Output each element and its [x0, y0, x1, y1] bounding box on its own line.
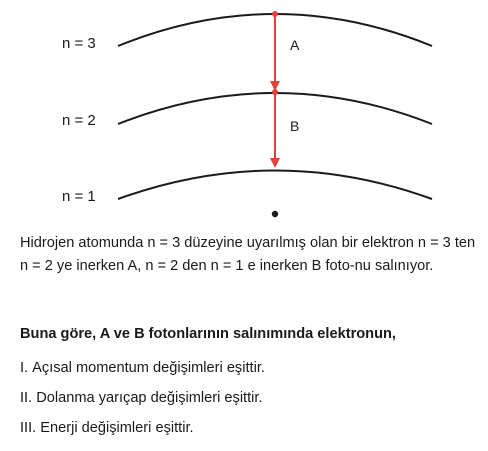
photon-label-b: B: [290, 118, 300, 134]
level-label-n1: n = 1: [62, 188, 96, 205]
level-label-n2: n = 2: [62, 112, 96, 129]
orbit-n1: [118, 171, 432, 200]
problem-paragraph: Hidrojen atomunda n = 3 düzeyine uyarılmış olan bir elektron n = 3 ten n = 2 ye inerken A, n = 2 den n = 1 e inerken B foto-nu salınıyor.: [20, 235, 476, 274]
statement-item: [20, 417, 265, 447]
photon-label-a: A: [290, 37, 300, 53]
statement-numeral: III.: [20, 420, 37, 436]
question-stem: Buna göre, A ve B fotonlarının salınımında elektronun,: [20, 326, 396, 342]
statement-text: Açısal momentum değişimleri eşittir.: [32, 360, 265, 376]
statement-numeral: II.: [20, 390, 33, 406]
statement-item: [20, 387, 265, 417]
nucleus-dot: [272, 211, 278, 217]
statement-text: Dolanma yarıçap değişimleri eşittir.: [36, 390, 263, 406]
statement-item: [20, 357, 265, 387]
statement-list: [20, 357, 265, 447]
statement-numeral: I.: [20, 360, 29, 376]
level-label-n3: n = 3: [62, 35, 96, 52]
statement-text: Enerji değişimleri eşittir.: [40, 420, 194, 436]
